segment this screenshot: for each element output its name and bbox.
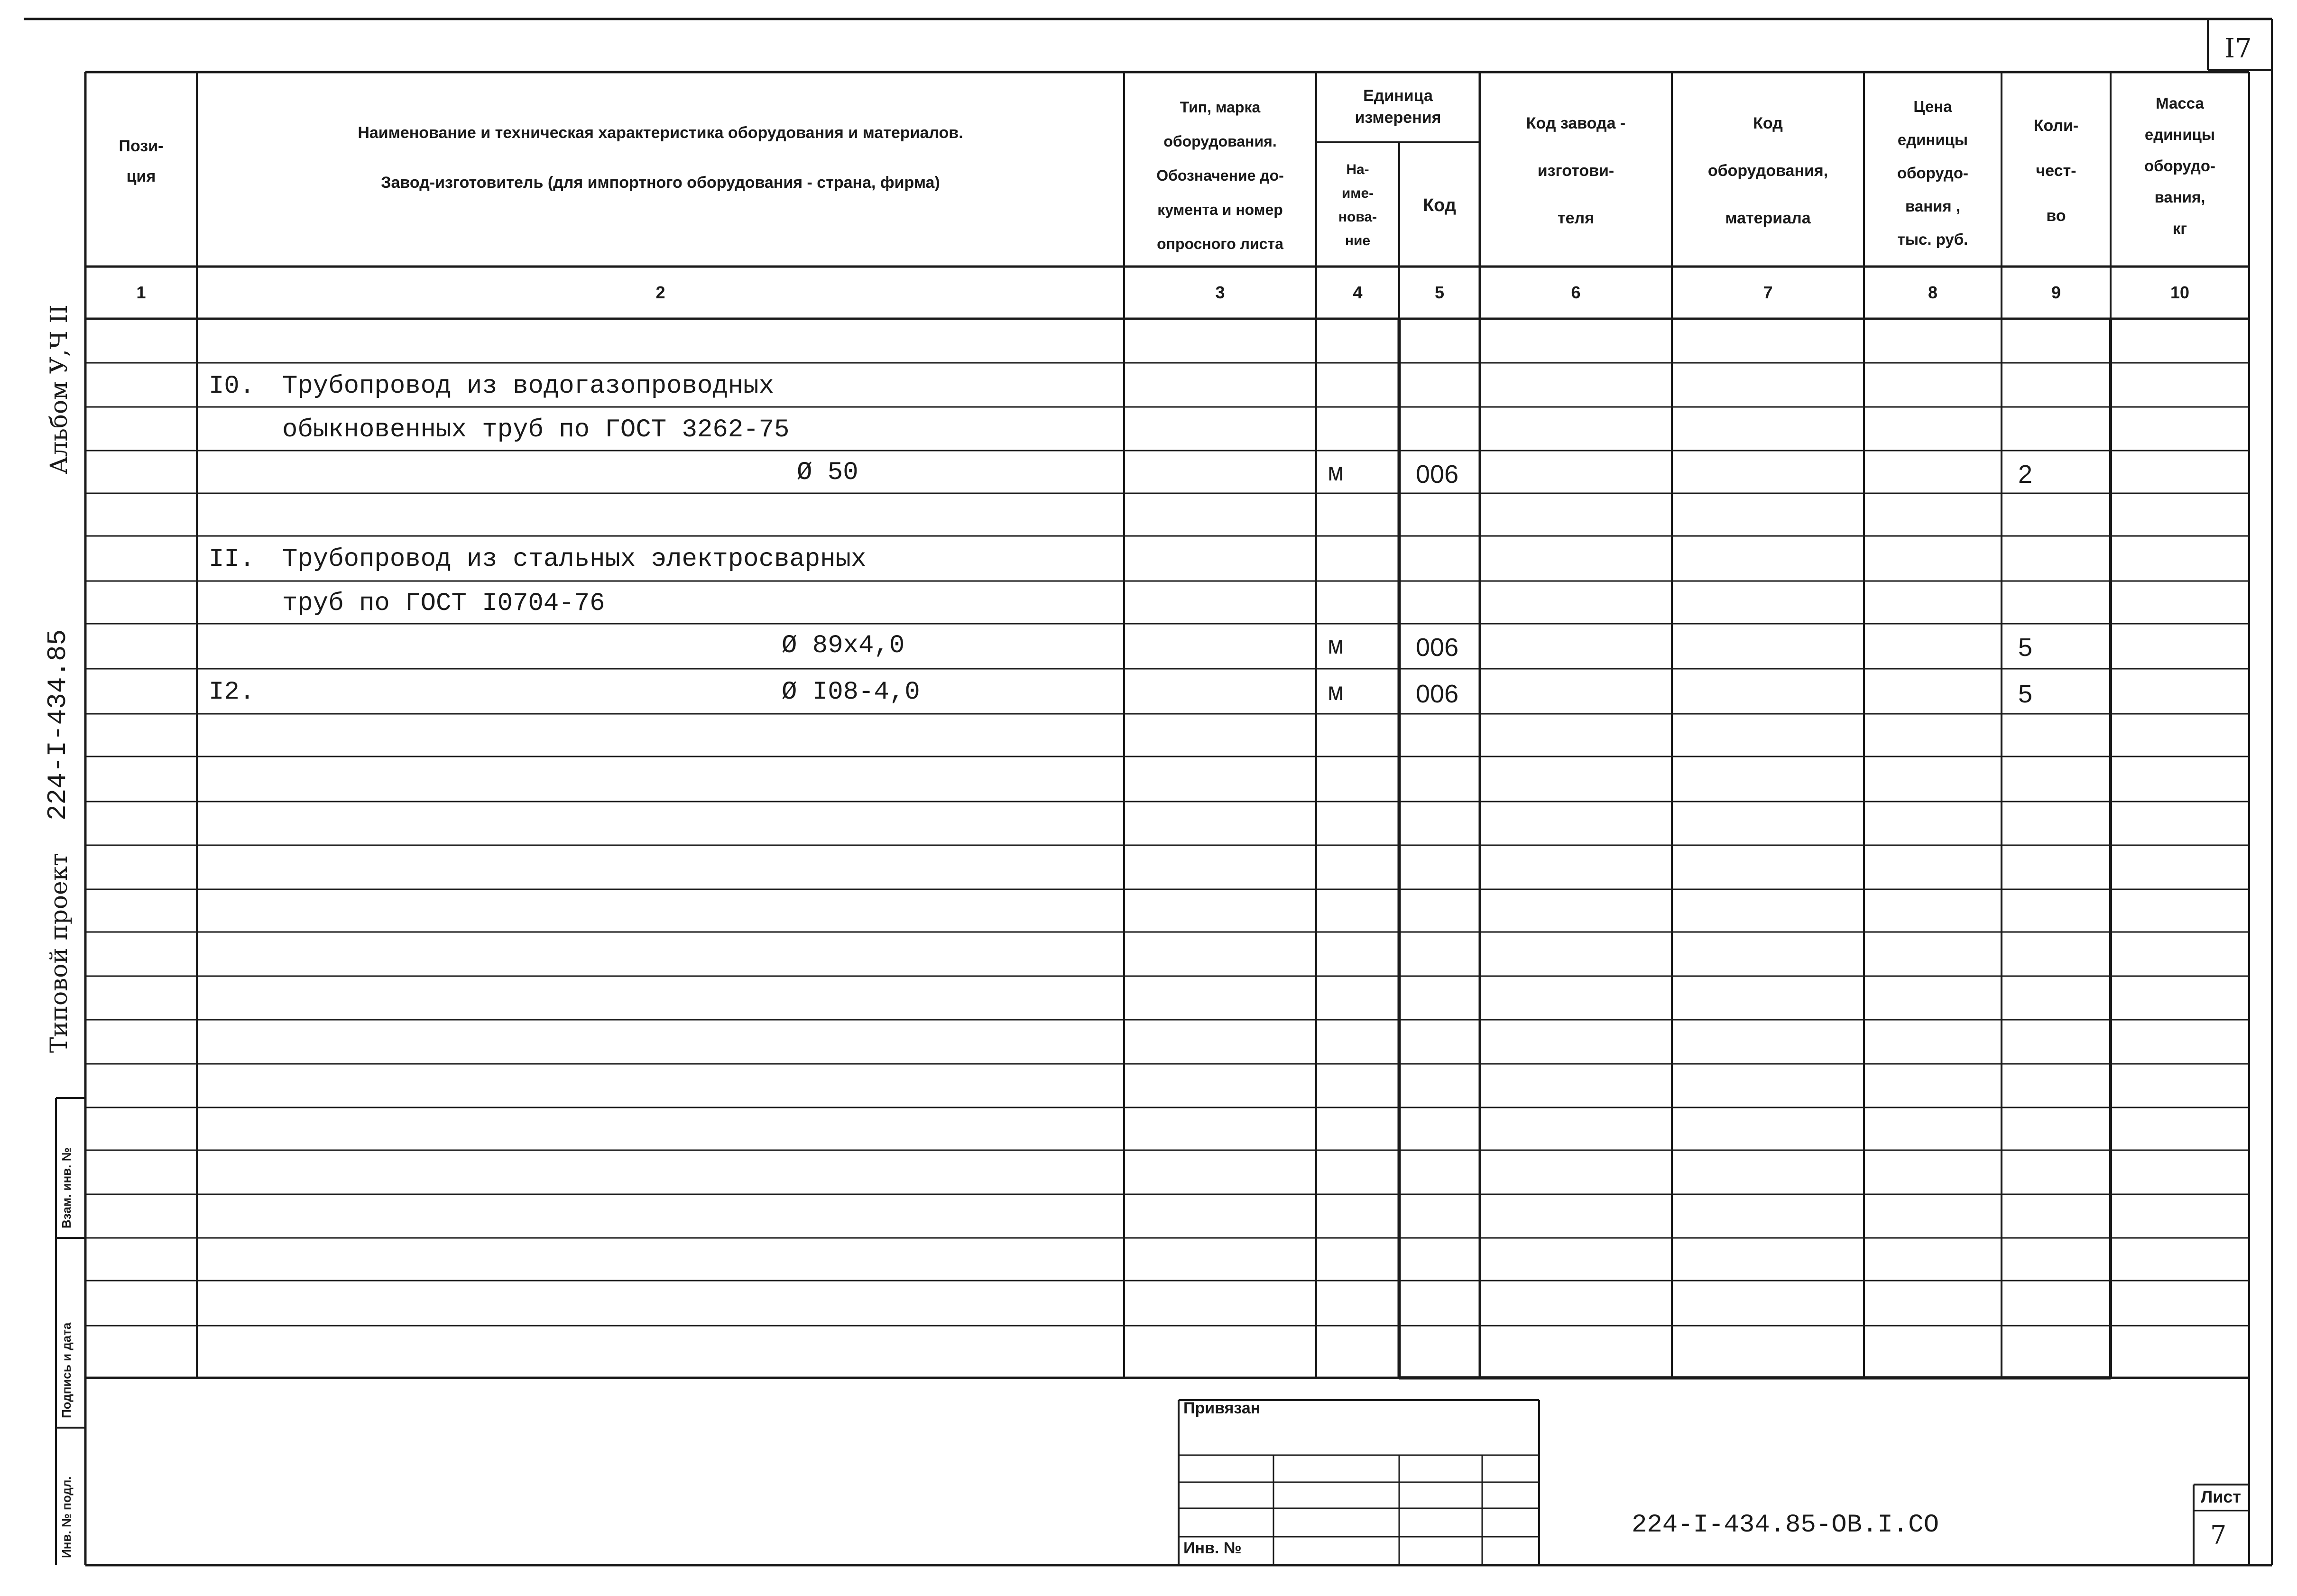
stamp-privyazan: Привязан [1183, 1399, 1261, 1417]
column-number-8: 8 [1928, 283, 1938, 302]
stamp-label-signature-date: Подпись и дата [59, 1322, 74, 1418]
header-unit-code: Код [1422, 195, 1457, 215]
header-position: Пози- ция [119, 137, 164, 185]
column-number-10: 10 [2170, 283, 2190, 302]
row-unit: м [1328, 460, 1344, 489]
row-unit-code: 006 [1416, 460, 1459, 489]
corner-sheet-number: I7 [2224, 33, 2252, 64]
header-unit-mass: Масса единицы оборудо- вания, кг [2144, 94, 2216, 237]
column-number-7: 7 [1763, 283, 1773, 302]
header-quantity: Коли- чест- во [2033, 116, 2079, 225]
row-unit-code: 006 [1416, 633, 1459, 662]
row-quantity: 5 [2018, 680, 2033, 708]
column-number-5: 5 [1434, 283, 1445, 302]
header-maker-code: Код завода - изготови- теля [1526, 114, 1626, 227]
header-name-line1: Наименование и техническая характеристика оборудования и материалов. [358, 124, 963, 142]
header-unit-name: На- име- нова- ние [1338, 161, 1377, 249]
row-size: Ø 89x4,0 [782, 631, 905, 660]
column-number-6: 6 [1571, 283, 1581, 302]
column-number-1: 1 [136, 283, 146, 302]
stamp-document-code: 224-I-434.85-ОВ.I.СО [1632, 1511, 1939, 1540]
stamp-label-replacement-inv: Взам. инв. № [59, 1147, 74, 1228]
stamp-sheet-number: 7 [2210, 1520, 2227, 1550]
column-number-4: 4 [1353, 283, 1363, 302]
column-number-3: 3 [1215, 283, 1225, 302]
stamp-label-inv-podl: Инв. № подл. [59, 1476, 74, 1558]
row-quantity: 5 [2018, 633, 2033, 662]
project-label-vertical: Типовой проект [45, 853, 73, 1053]
column-number-9: 9 [2051, 283, 2061, 302]
stamp-inv-no: Инв. № [1183, 1539, 1242, 1557]
project-code-vertical: 224-I-434.85 [43, 629, 73, 821]
row-quantity: 2 [2018, 460, 2033, 489]
row-unit: м [1328, 679, 1344, 708]
header-equipment-code: Код оборудования, материала [1707, 114, 1828, 227]
header-unit-group: Единица измерения [1355, 87, 1441, 127]
row-unit: м [1328, 633, 1344, 662]
row-description: труб по ГОСТ I0704-76 [282, 589, 605, 618]
row-position: II. [209, 545, 255, 574]
row-description: обыкновенных труб по ГОСТ 3262-75 [282, 415, 790, 444]
header-name-line2: Завод-изготовитель (для импортного оборудования - страна, фирма) [381, 174, 940, 192]
column-number-2: 2 [655, 283, 665, 302]
row-description: Трубопровод из стальных электросварных [282, 545, 867, 574]
album-label: Альбом У,Ч II [45, 304, 73, 474]
stamp-sheet-label: Лист [2201, 1487, 2242, 1506]
header-unit-price: Цена единицы оборудо- вания , тыс. руб. [1897, 98, 1969, 248]
row-position: I0. [209, 372, 255, 401]
row-unit-code: 006 [1416, 680, 1459, 708]
header-type: Тип, марка оборудования. Обозначение до- кумента и номер опросного листа [1156, 99, 1284, 252]
row-size: Ø 50 [797, 458, 858, 487]
row-position: I2. [209, 678, 255, 707]
row-size: Ø I08-4,0 [782, 678, 920, 707]
row-description: Трубопровод из водогазопроводных [282, 372, 774, 401]
